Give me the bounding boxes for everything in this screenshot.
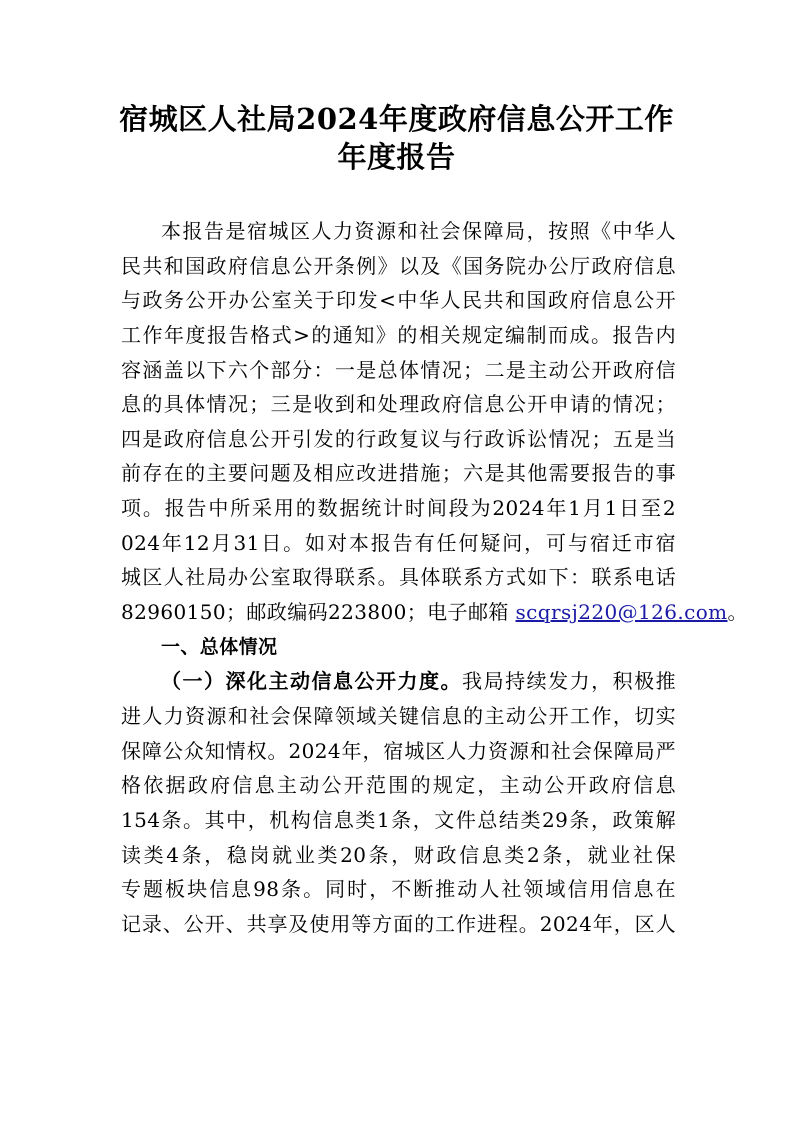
report-body: [121, 214, 748, 941]
subsection-1-line: 读类4条，稳岗就业类20条，财政信息类2条，就业社保: [121, 842, 676, 867]
subsection-1-line: 专题板块信息98条。同时，不断推动人社领域信用信息在: [121, 877, 676, 902]
intro-line: 024年12月31日。如对本报告有任何疑问，可与宿迁市宿: [121, 530, 676, 555]
subsection-1-first-line: [121, 664, 676, 699]
report-title-line-2: 年度报告: [337, 140, 456, 174]
intro-line: 工作年度报告格式>的通知》的相关规定编制而成。报告内: [121, 322, 676, 347]
intro-line: 城区人社局办公室取得联系。具体联系方式如下：联系电话: [121, 565, 676, 590]
intro-line: 与政务公开办公室关于印发<中华人民共和国政府信息公开: [121, 288, 676, 313]
report-title-line-1: 宿城区人社局2024年度政府信息公开工作: [119, 102, 674, 136]
subsection-1-line: 保障公众知情权。2024年，宿城区人力资源和社会保障局严: [121, 738, 676, 763]
subsection-1-line: 154条。其中，机构信息类1条，文件总结类29条，政策解: [121, 807, 676, 832]
subsection-1-line: 记录、公开、共享及使用等方面的工作进程。2024年，区人: [121, 911, 676, 936]
contact-info-text: 82960150；邮政编码223800；电子邮箱: [121, 600, 509, 625]
section-1-heading: 一、总体情况: [161, 635, 278, 658]
intro-line: 本报告是宿城区人力资源和社会保障局，按照《中华人: [161, 219, 676, 243]
subsection-1-label: （一）深化主动信息公开力度。: [161, 669, 463, 694]
email-link[interactable]: scqrsj220@126.com: [515, 600, 728, 625]
intro-line: 四是政府信息公开引发的行政复议与行政诉讼情况；五是当: [121, 426, 676, 451]
intro-line: 前存在的主要问题及相应改进措施；六是其他需要报告的事: [121, 461, 676, 486]
contact-line-end: 。: [727, 600, 748, 625]
intro-line: 容涵盖以下六个部分：一是总体情况；二是主动公开政府信: [121, 357, 676, 382]
contact-line: [121, 595, 748, 630]
intro-line: 民共和国政府信息公开条例》以及《国务院办公厅政府信息: [121, 253, 676, 278]
intro-line: 项。报告中所采用的数据统计时间段为2024年1月1日至2: [121, 496, 676, 521]
subsection-1-line: 进人力资源和社会保障领域关键信息的主动公开工作，切实: [121, 703, 676, 728]
subsection-1-text: 我局持续发力，积极推: [462, 669, 676, 694]
subsection-1-line: 格依据政府信息主动公开范围的规定，主动公开政府信息: [121, 773, 676, 798]
intro-line: 息的具体情况；三是收到和处理政府信息公开申请的情况；: [121, 392, 676, 417]
